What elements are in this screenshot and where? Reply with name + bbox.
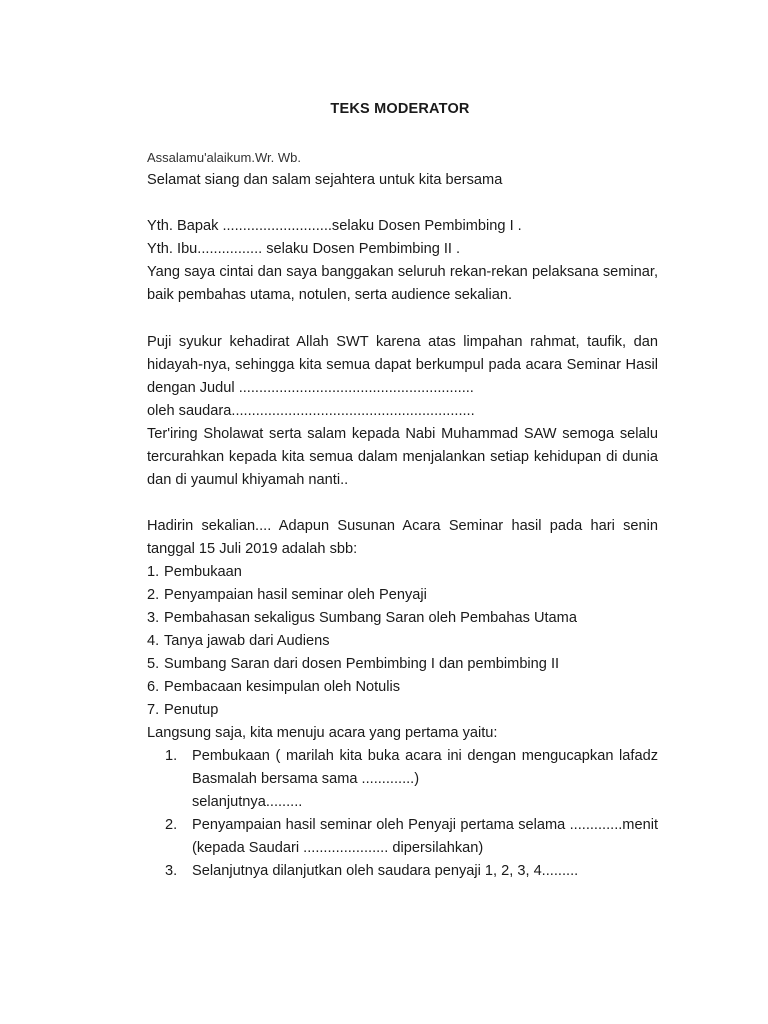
greeting-line: Assalamu'alaikum.Wr. Wb. [147, 150, 301, 165]
paragraph-line: tercurahkan kepada kita semua dalam menjalankan setiap kehidupan di dunia [147, 449, 658, 465]
list-item: 7. Penutup [147, 702, 219, 718]
step-item: 3. Selanjutnya dilanjutkan oleh saudara penyaji 1, 2, 3, 4......... [165, 863, 579, 879]
step-continuation: Basmalah bersama sama .............) [192, 771, 420, 787]
page-title: TEKS MODERATOR [330, 101, 470, 117]
step-continuation: (kepada Saudari ..................... dipersilahkan) [192, 840, 484, 856]
list-item: 4. Tanya jawab dari Audiens [147, 633, 330, 649]
agenda-list [147, 561, 658, 722]
greeting-block [147, 146, 658, 192]
paragraph-thanks [147, 331, 658, 492]
paragraph-line: Ter'iring Sholawat serta salam kepada Nabi Muhammad SAW semoga selalu [147, 426, 658, 442]
paragraph-line: Hadirin sekalian.... Adapun Susunan Acara Seminar hasil pada hari senin [147, 518, 658, 534]
paragraph-line: dengan Judul .......................................................... [147, 380, 474, 396]
greeting-line-2: Selamat siang dan salam sejahtera untuk kita bersama [147, 172, 503, 188]
addressee-block [147, 215, 658, 307]
list-item: 5. Sumbang Saran dari dosen Pembimbing I dan pembimbing II [147, 656, 560, 672]
list-item: 3. Pembahasan sekaligus Sumbang Saran oleh Pembahas Utama [147, 610, 577, 626]
list-item: 1. Pembukaan [147, 564, 242, 580]
paragraph-line: tanggal 15 Juli 2019 adalah sbb: [147, 541, 358, 557]
list-item: 2. Penyampaian hasil seminar oleh Penyaji [147, 587, 427, 603]
addressee-line-1: Yth. Bapak ...........................selaku Dosen Pembimbing I . [147, 218, 522, 234]
step-item: 1. Pembukaan ( marilah kita buka acara ini dengan mengucapkan lafadz [165, 748, 658, 764]
list-item: 6. Pembacaan kesimpulan oleh Notulis [147, 679, 401, 695]
addressee-line-2: Yth. Ibu................ selaku Dosen Pembimbing II . [147, 241, 461, 257]
paragraph-line: hidayah-nya, sehingga kita semua dapat berkumpul pada acara Seminar Hasil [147, 357, 658, 373]
step-continuation: selanjutnya......... [192, 794, 303, 810]
paragraph-line: Puji syukur kehadirat Allah SWT karena atas limpahan rahmat, taufik, dan [147, 334, 658, 350]
lead-line: Langsung saja, kita menuju acara yang pertama yaitu: [147, 725, 498, 741]
intro-line-2: baik pembahas utama, notulen, serta audience sekalian. [147, 287, 513, 303]
step-item: 2. Penyampaian hasil seminar oleh Penyaji pertama selama .............menit [165, 817, 658, 833]
intro-line-1: Yang saya cintai dan saya banggakan seluruh rekan-rekan pelaksana seminar, [147, 264, 658, 280]
paragraph-line: oleh saudara............................................................ [147, 403, 475, 419]
agenda-section [147, 515, 658, 745]
paragraph-line: dan di yaumul khiyamah nanti.. [147, 472, 349, 488]
steps-list [165, 745, 658, 883]
